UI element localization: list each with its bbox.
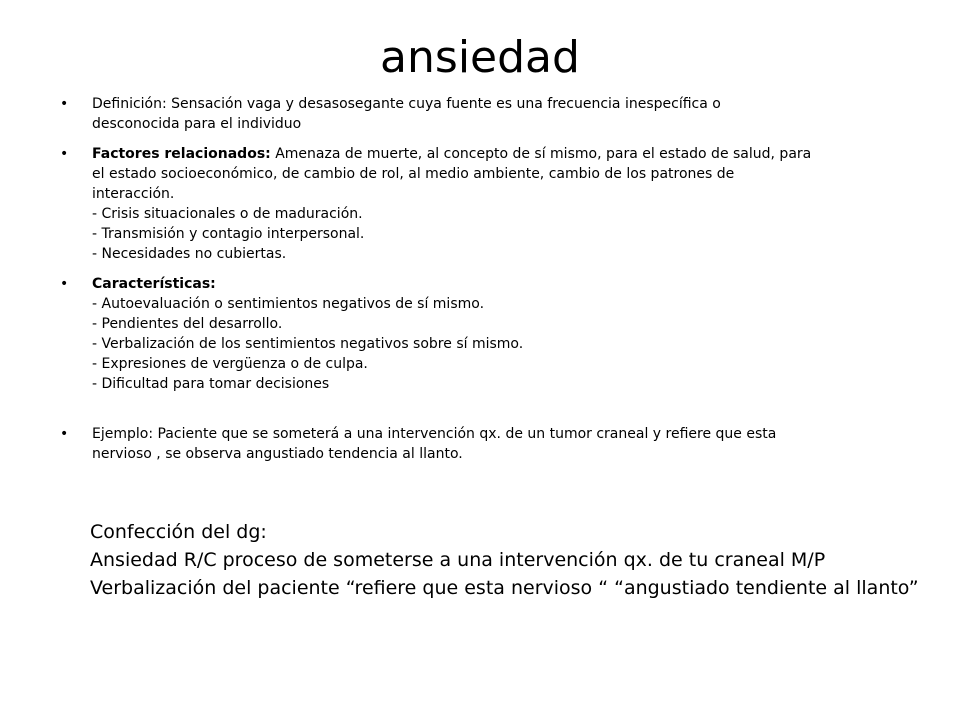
diagnosis-line: Verbalización del paciente “refiere que esta nervioso “ “angustiado tendiente al llanto” <box>90 577 919 599</box>
bullet-line: - Verbalización de los sentimientos negativos sobre sí mismo. <box>92 336 524 352</box>
bullet-line: nervioso , se observa angustiado tendencia al llanto. <box>92 446 463 462</box>
bullet-marker: • <box>60 276 69 292</box>
bullet-line: - Necesidades no cubiertas. <box>92 246 287 262</box>
bullet-caracteristicas <box>56 274 916 414</box>
bullet-line: - Dificultad para tomar decisiones <box>92 376 330 392</box>
bullet-marker: • <box>60 146 69 162</box>
bullet-first-text: Amenaza de muerte, al concepto de sí mismo, para el estado de salud, para <box>270 146 812 162</box>
bullet-line: Definición: Sensación vaga y desasosegante cuya fuente es una frecuencia inespecífica o <box>92 96 721 112</box>
bullet-definicion <box>56 94 916 134</box>
bullet-label: Factores relacionados: <box>92 146 271 162</box>
bullet-line: el estado socioeconómico, de cambio de rol, al medio ambiente, cambio de los patrones de <box>92 166 735 182</box>
bullet-line: - Pendientes del desarrollo. <box>92 316 283 332</box>
diagnosis-line: Ansiedad R/C proceso de someterse a una intervención qx. de tu craneal M/P <box>90 549 826 571</box>
bullet-line: Ejemplo: Paciente que se someterá a una intervención qx. de un tumor craneal y refiere que esta <box>92 426 777 442</box>
diagnosis-heading: Confección del dg: <box>90 521 267 543</box>
bullet-line: desconocida para el individuo <box>92 116 302 132</box>
bullet-line: - Autoevaluación o sentimientos negativos de sí mismo. <box>92 296 485 312</box>
bullet-first-line <box>92 274 916 294</box>
bullet-line: interacción. <box>92 186 175 202</box>
bullet-line: - Transmisión y contagio interpersonal. <box>92 226 365 242</box>
spacer <box>92 394 916 414</box>
bullet-list <box>56 94 916 474</box>
bullet-line: - Crisis situacionales o de maduración. <box>92 206 363 222</box>
bullet-ejemplo <box>56 424 916 464</box>
bullet-label: Características: <box>92 276 216 292</box>
bullet-marker: • <box>60 96 69 112</box>
bullet-factores <box>56 144 916 264</box>
bullet-marker: • <box>60 426 69 442</box>
bullet-line: - Expresiones de vergüenza o de culpa. <box>92 356 368 372</box>
diagnosis-block <box>90 518 950 602</box>
bullet-first-line <box>92 144 916 164</box>
slide-title: ansiedad <box>380 32 580 83</box>
